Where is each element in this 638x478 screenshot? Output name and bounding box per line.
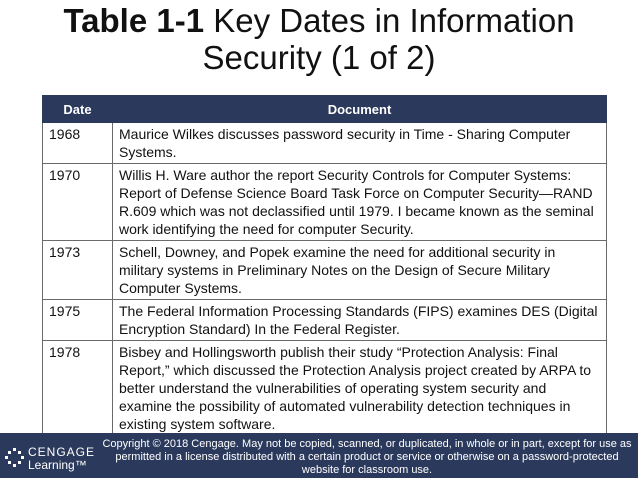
document-cell: Willis H. Ware author the report Security Controls for Computer Systems: Report of Defense Science Board Task Force on Computer Security—RAND R.609 which was not declassified until 1979. I became known as the seminal work identifying the need for computer Security. [113,164,607,241]
column-header-date: Date [43,96,113,123]
document-cell: Maurice Wilkes discusses password security in Time - Sharing Computer Systems. [113,123,607,164]
page-title [0,2,638,76]
logo-subtext: Learning™ [28,458,87,472]
date-cell: 1970 [43,164,113,241]
column-header-document: Document [113,96,607,123]
table-row [43,123,607,164]
date-cell: 1978 [43,341,113,436]
table-row [43,241,607,300]
table-header-row [43,96,607,123]
cengage-logo [4,445,94,471]
cengage-logo-icon [4,447,26,469]
document-cell: The Federal Information Processing Standards (FIPS) examines DES (Digital Encryption Standard) In the Federal Register. [113,300,607,341]
table-row [43,341,607,436]
title-table-number: Table 1-1 [63,2,205,39]
copyright-notice: Copyright © 2018 Cengage. May not be copied, scanned, or duplicated, in whole or in part, except for use as permitted in a license distributed with a certain product or service or otherwise on a password-protected website for classroom use. [102,438,632,476]
key-dates-table [42,95,607,436]
title-text: Key Dates in Information [204,2,575,39]
date-cell: 1968 [43,123,113,164]
table-row [43,164,607,241]
document-cell: Bisbey and Hollingsworth publish their study “Protection Analysis: Final Report,” which discussed the Protection Analysis project created by ARPA to better understand the vulnerabilities of operating system security and examine the possibility of automated vulnerability detection techniques in existing system software. [113,341,607,436]
document-cell: Schell, Downey, and Popek examine the need for additional security in military systems in Preliminary Notes on the Design of Secure Military Computer Systems. [113,241,607,300]
title-line-2: Security (1 of 2) [202,39,436,76]
title-line-1 [0,2,638,39]
logo-wordmark: CENGAGE [28,445,96,459]
date-cell: 1973 [43,241,113,300]
table-row [43,300,607,341]
date-cell: 1975 [43,300,113,341]
footer-bar [0,433,638,478]
